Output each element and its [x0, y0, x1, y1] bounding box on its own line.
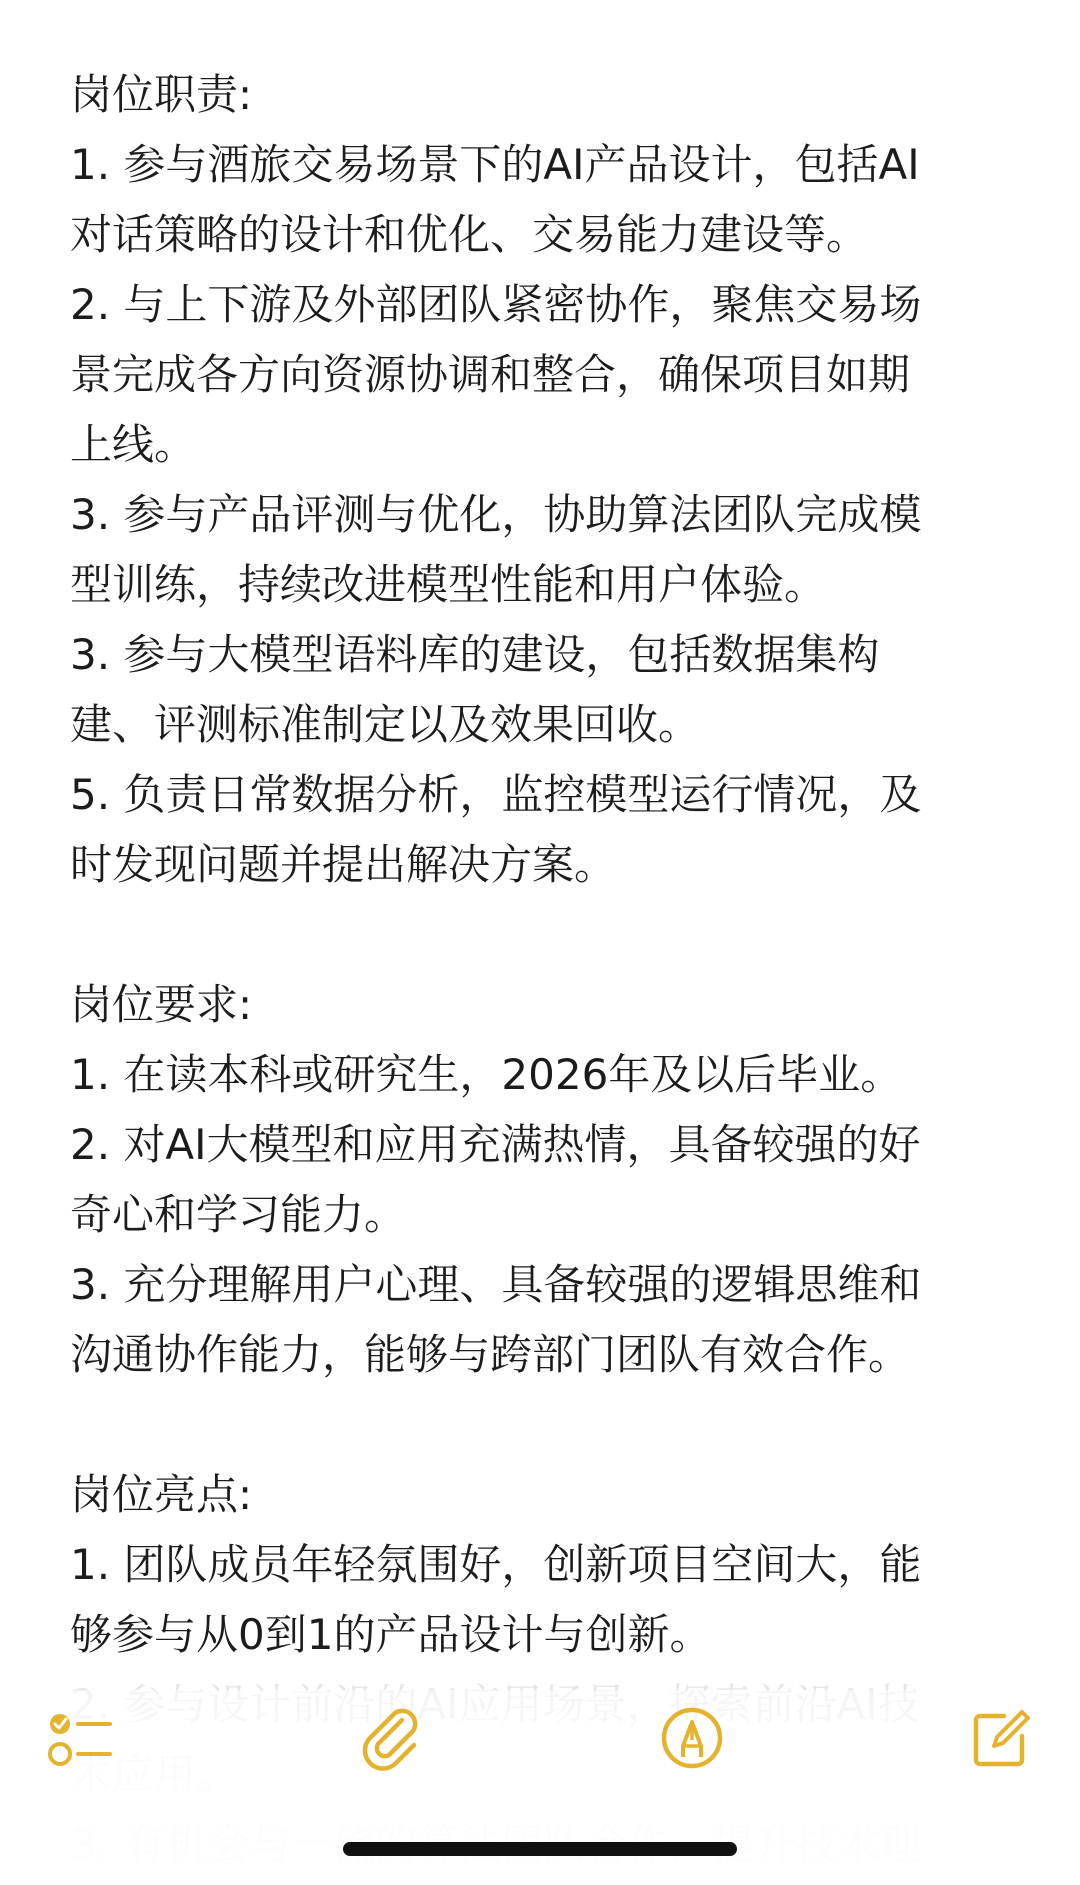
note-line: 3. 充分理解用户心理、具备较强的逻辑思维和: [70, 1260, 922, 1309]
blank-line: [70, 900, 1010, 970]
checklist-button[interactable]: [40, 1698, 120, 1778]
note-line: 2. 与上下游及外部团队紧密协作，聚焦交易场: [70, 280, 922, 329]
note-body[interactable]: [70, 60, 1010, 1880]
attachment-button[interactable]: [352, 1698, 432, 1778]
compose-icon: [964, 1702, 1036, 1774]
note-line: 奇心和学习能力。: [70, 1190, 407, 1239]
compose-button[interactable]: [960, 1698, 1040, 1778]
note-line: 对话策略的设计和优化、交易能力建设等。: [70, 210, 869, 259]
note-line: 1. 参与酒旅交易场景下的AI产品设计，包括AI: [70, 140, 920, 189]
note-line: 1. 团队成员年轻氛围好，创新项目空间大，能: [70, 1540, 922, 1589]
note-line: 够参与从0到1的产品设计与创新。: [70, 1610, 712, 1659]
blank-line: [70, 1390, 1010, 1460]
home-indicator[interactable]: [343, 1842, 737, 1856]
note-line: 3. 参与产品评测与优化，协助算法团队完成模: [70, 490, 922, 539]
pen-tip-icon: [656, 1702, 728, 1774]
section-heading-requirements: 岗位要求:: [70, 980, 253, 1029]
section-heading-duties: 岗位职责:: [70, 70, 253, 119]
checklist-icon: [44, 1702, 116, 1774]
note-line: 2. 对AI大模型和应用充满热情，具备较强的好: [70, 1120, 921, 1169]
note-line: 3. 参与大模型语料库的建设，包括数据集构: [70, 630, 880, 679]
paperclip-icon: [356, 1702, 428, 1774]
section-heading-highlights: 岗位亮点:: [70, 1470, 253, 1519]
note-line: 型训练，持续改进模型性能和用户体验。: [70, 560, 827, 609]
markup-button[interactable]: [652, 1698, 732, 1778]
note-line: 5. 负责日常数据分析，监控模型运行情况，及: [70, 770, 922, 819]
note-line: 上线。: [70, 420, 197, 469]
note-line: 沟通协作能力，能够与跨部门团队有效合作。: [70, 1330, 911, 1379]
note-line: 时发现问题并提出解决方案。: [70, 840, 617, 889]
note-line: 景完成各方向资源协调和整合，确保项目如期: [70, 350, 911, 399]
note-line: 1. 在读本科或研究生，2026年及以后毕业。: [70, 1050, 903, 1099]
note-line: 建、评测标准制定以及效果回收。: [70, 700, 701, 749]
